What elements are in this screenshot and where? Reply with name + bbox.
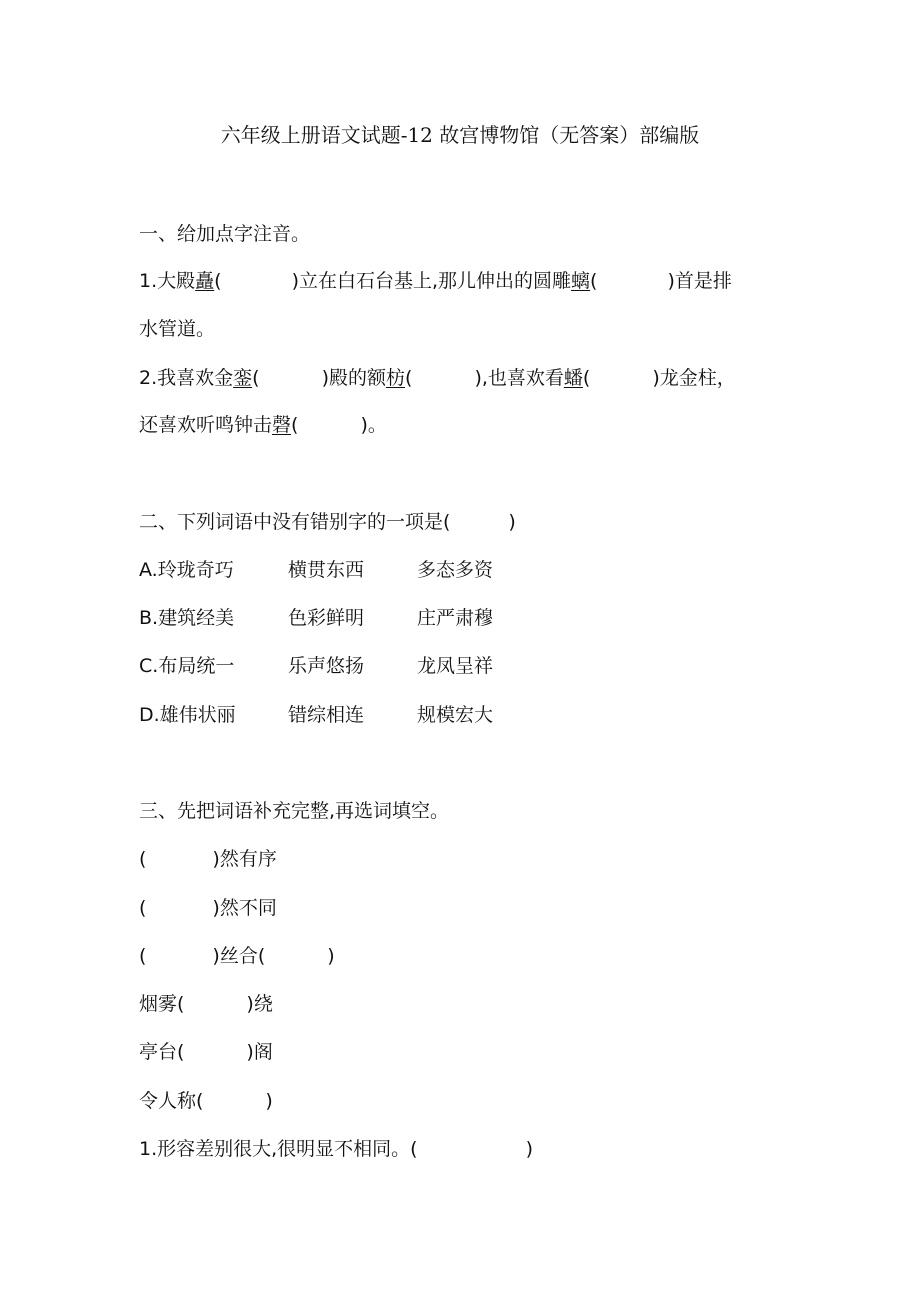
section3-question-1 <box>139 1134 533 1164</box>
option-label: A. <box>139 559 158 581</box>
q2-paren-open-3: ( <box>582 367 591 389</box>
q2-paren-open: ( <box>252 367 260 389</box>
fill-item-1 <box>139 844 277 874</box>
question-text: 1.形容差别很大,很明显不相同。( <box>139 1138 418 1160</box>
fill-post: )然不同 <box>212 897 277 919</box>
option-a[interactable] <box>139 555 493 585</box>
option-a-word-1 <box>139 555 288 585</box>
q1-text-a: 1.大殿 <box>139 270 196 292</box>
fill-mid: )丝合( <box>212 945 266 967</box>
q1-paren-open: ( <box>214 270 222 292</box>
option-word: 玲珑奇巧 <box>157 559 234 581</box>
fill-item-2 <box>139 893 277 923</box>
fill-post: ) <box>327 945 335 967</box>
q1-text-e: )首是排 <box>667 270 732 292</box>
option-word: 建筑经美 <box>158 607 235 629</box>
question-2-line <box>139 363 736 393</box>
fill-post: )绕 <box>246 993 273 1015</box>
fill-post: ) <box>265 1090 273 1112</box>
option-a-word-3: 多态多资 <box>417 559 494 581</box>
fill-pre: ( <box>139 897 147 919</box>
option-c-word-3: 龙凤呈祥 <box>417 655 494 677</box>
question-1-continuation: 水管道。 <box>139 318 216 340</box>
option-label: B. <box>139 607 159 629</box>
q2-text-c: )殿的额 <box>321 367 386 389</box>
q2-text-e: ),也喜欢看 <box>474 367 564 389</box>
page-title: 六年级上册语文试题-12 故宫博物馆（无答案）部编版 <box>220 123 700 147</box>
q2-text-a: 2.我喜欢金 <box>139 367 234 389</box>
q2-cont-paren: ( <box>291 414 299 436</box>
fill-item-6 <box>139 1086 273 1116</box>
q1-text-c: )立在白石台基上,那儿伸出的圆雕 <box>291 270 572 292</box>
q2-paren-open-2: ( <box>405 367 413 389</box>
dotted-char-6: 磬 <box>272 414 292 436</box>
option-label: D. <box>139 704 160 726</box>
option-c[interactable] <box>139 651 493 681</box>
option-d-word-1 <box>139 700 288 730</box>
fill-pre: ( <box>139 945 147 967</box>
fill-item-3 <box>139 941 335 971</box>
section2-heading <box>139 507 516 537</box>
option-d[interactable] <box>139 700 493 730</box>
fill-pre: ( <box>139 848 147 870</box>
option-a-word-2: 横贯东西 <box>288 559 365 581</box>
option-b[interactable] <box>139 603 493 633</box>
dotted-char-3: 銮 <box>233 367 253 389</box>
q2-text-g: )龙金柱， <box>652 367 736 389</box>
section2-heading-end: ) <box>508 511 516 533</box>
section2-heading-text: 二、下列词语中没有错别字的一项是( <box>139 511 451 533</box>
q1-paren-open-2: ( <box>590 270 598 292</box>
section3-heading: 三、先把词语补充完整,再选词填空。 <box>139 800 450 822</box>
fill-post: )然有序 <box>212 848 277 870</box>
fill-item-4 <box>139 989 273 1019</box>
option-d-word-3: 规模宏大 <box>417 704 494 726</box>
dotted-char-4: 枋 <box>386 367 406 389</box>
q2-cont-a: 还喜欢听鸣钟击 <box>139 414 273 436</box>
option-d-word-2: 错综相连 <box>288 704 365 726</box>
option-b-word-2: 色彩鲜明 <box>288 607 365 629</box>
option-c-word-2: 乐声悠扬 <box>288 655 365 677</box>
dotted-char-2: 螭 <box>571 270 591 292</box>
fill-pre: 令人称( <box>139 1090 204 1112</box>
fill-pre: 亭台( <box>139 1041 185 1063</box>
option-c-word-1 <box>139 651 288 681</box>
option-b-word-1 <box>139 603 288 633</box>
option-label: C. <box>139 655 159 677</box>
question-end: ) <box>525 1138 534 1160</box>
option-word: 雄伟状丽 <box>159 704 236 726</box>
question-2-continuation <box>139 410 387 440</box>
question-1-line <box>139 266 732 296</box>
q2-cont-c: )。 <box>360 414 387 436</box>
fill-item-5 <box>139 1037 273 1067</box>
option-word: 布局统一 <box>158 655 235 677</box>
section1-heading: 一、给加点字注音。 <box>139 223 311 245</box>
dotted-char-5: 蟠 <box>563 367 583 389</box>
fill-post: )阁 <box>246 1041 273 1063</box>
dotted-char-1: 矗 <box>195 270 215 292</box>
option-b-word-3: 庄严肃穆 <box>417 607 494 629</box>
fill-pre: 烟雾( <box>139 993 185 1015</box>
